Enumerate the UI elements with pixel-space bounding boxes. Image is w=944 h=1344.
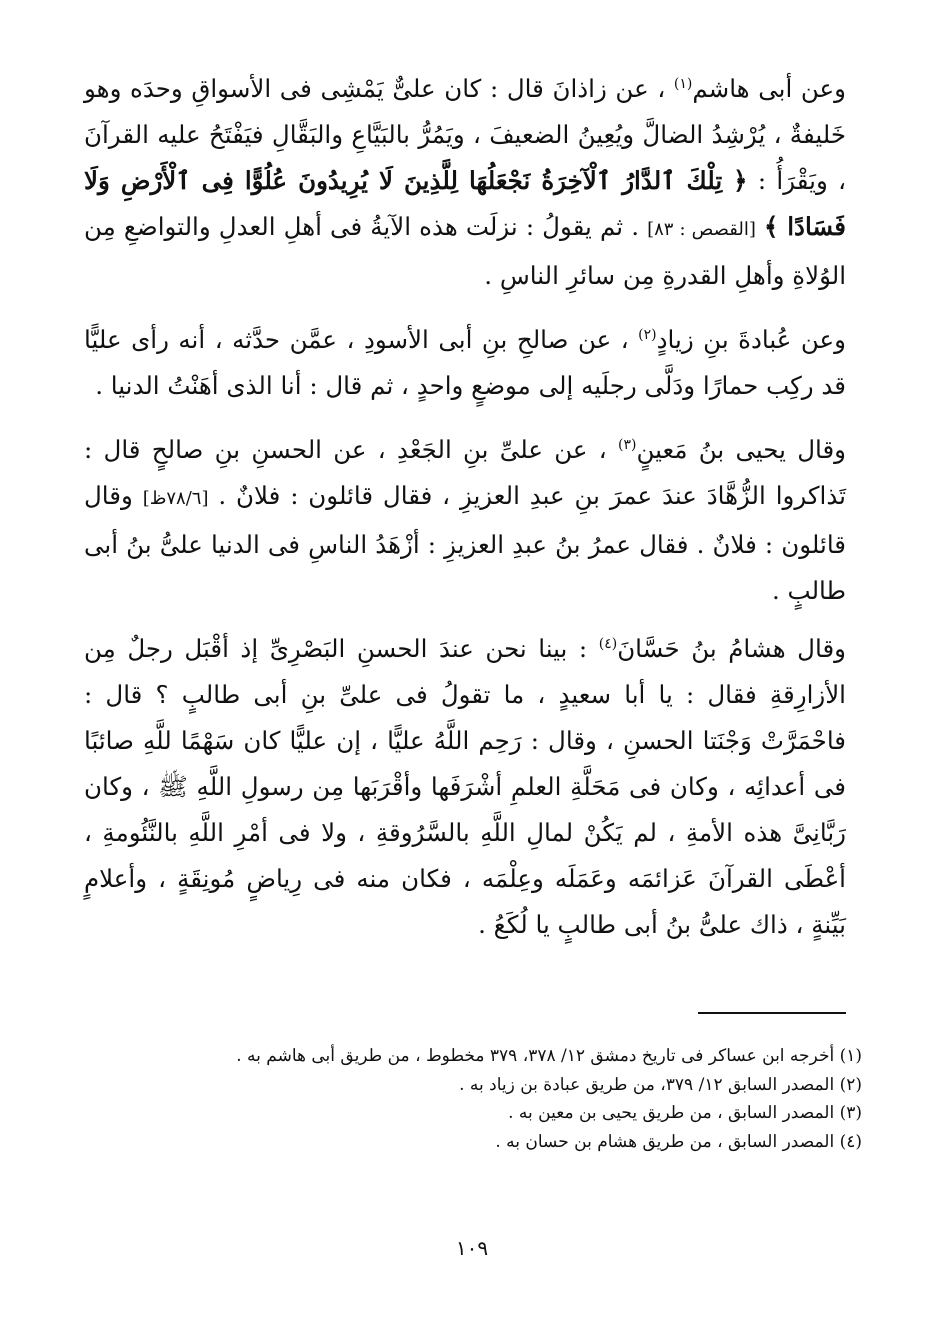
footnote-reference[interactable]: (٤) <box>598 635 618 652</box>
paragraph-1 <box>84 66 846 299</box>
paragraph-opening: وعن عُبادةَ بنِ زيادٍ <box>656 325 846 354</box>
paragraph-text-continued: . ثم يقولُ : نزلَت هذه الآيةُ فى أهلِ العدلِ والتواضعِ مِن الوُلاةِ وأهلِ القدرةِ مِن سائرِ الناسِ . <box>84 212 846 290</box>
paragraph-3 <box>84 427 846 614</box>
paragraph-text-continued: وقال قائلون : فلانٌ . فقال عمرُ بنُ عبدِ العزيزِ : أزْهَدُ الناسِ فى الدنيا علىُّ بنُ أبى طالبٍ . <box>84 481 846 605</box>
manuscript-marker: [٧٨/٦ظ] <box>142 488 209 509</box>
footnote-1: (١) أخرجه ابن عساكر فى تاريخ دمشق ١٢/ ٣٧٨، ٣٧٩ مخطوط ، من طريق أبى هاشم به . <box>236 1046 862 1066</box>
verse-citation: [القصص : ٨٣] <box>647 219 756 240</box>
paragraph-opening: وقال هشامُ بنُ حَسَّانَ <box>617 634 846 663</box>
footnote-reference[interactable]: (٣) <box>617 436 637 453</box>
paragraph-text: : بينا نحن عندَ الحسنِ البَصْرِىِّ إذ أقْبَل رجلٌ مِن الأزارِقةِ فقال : يا أبا سعيدٍ ، ما تقولُ فى علىِّ بنِ أبى طالبٍ ؟ قال : فاحْمَرَّتْ وَجْنَتا الحسنِ ، وقال : رَحِم اللَّهُ عليًّا ، إن عليًّا كان سَهْمًا للَّهِ صائبًا فى أعدائِه ، وكان فى مَحَلَّةِ العلمِ أشْرَفَها وأقْرَبَها مِن رسولِ اللَّهِ ﷺ ، وكان رَبَّانِىَّ هذه الأمةِ ، لم يَكُنْ لمالِ اللَّهِ بالسَّرُوقةِ ، ولا فى أمْرِ اللَّهِ بالنَّئُومةِ ، أعْطَى القرآنَ عَزائمَه وعَمَلَه وعِلْمَه ، فكان منه فى رِياضٍ مُونِقَةٍ ، وأعلامٍ بَيِّنةٍ ، ذاك علىُّ بنُ أبى طالبٍ يا لُكَعُ . <box>84 634 846 939</box>
paragraph-2 <box>84 317 846 409</box>
quran-verse: ﴿ تِلْكَ ٱلدَّارُ ٱلْآخِرَةُ نَجْعَلُهَا لِلَّذِينَ لَا يُرِيدُونَ عُلُوًّا فِى ٱلْأَرْضِ وَلَا فَسَادًا ﴾ <box>84 166 846 241</box>
paragraph-4 <box>84 626 846 948</box>
footnote-reference[interactable]: (٢) <box>638 326 657 343</box>
paragraph-opening: وعن أبى هاشم <box>692 74 846 103</box>
footnote-4: (٤) المصدر السابق ، من طريق هشام بن حسان به . <box>495 1131 862 1152</box>
paragraph-text: ، عن صالحِ بنِ أبى الأسودِ ، عمَّن حدَّثه ، أنه رأى عليًّا قد ركِب حمارًا ودَلَّى رجلَيه إلى موضعٍ واحدٍ ، ثم قال : أنا الذى أهَنْتُ الدنيا . <box>84 325 846 400</box>
footnote-2: (٢) المصدر السابق ١٢/ ٣٧٩، من طريق عبادة بن زياد به . <box>459 1074 862 1095</box>
footnote-3: (٣) المصدر السابق ، من طريق يحيى بن معين به . <box>508 1103 862 1123</box>
paragraph-text: ، عن زاذانَ قال : كان علىٌّ يَمْشِى فى الأسواقِ وحدَه وهو خَليفةٌ ، يُرْشِدُ الضالَّ ويُعِينُ الضعيفَ ، ويَمُرُّ بالبَيَّاعِ والبَقَّالِ فيَفْتَحُ عليه القرآنَ ، ويَقْرَأُ : <box>84 74 846 195</box>
paragraph-text: ، عن علىِّ بنِ الجَعْدِ ، عن الحسنِ بنِ صالحٍ قال : تَذاكروا الزُّهَّادَ عندَ عمرَ بنِ عبدِ العزيزِ ، فقال قائلون : فلانٌ . <box>84 435 846 510</box>
main-text <box>84 66 846 966</box>
footnotes <box>84 1042 862 1156</box>
page-number: ١٠٩ <box>455 1236 489 1260</box>
footnote-reference[interactable]: (١) <box>673 75 693 92</box>
paragraph-opening: وقال يحيى بنُ مَعينٍ <box>636 435 847 464</box>
footnote-divider <box>698 1012 846 1014</box>
